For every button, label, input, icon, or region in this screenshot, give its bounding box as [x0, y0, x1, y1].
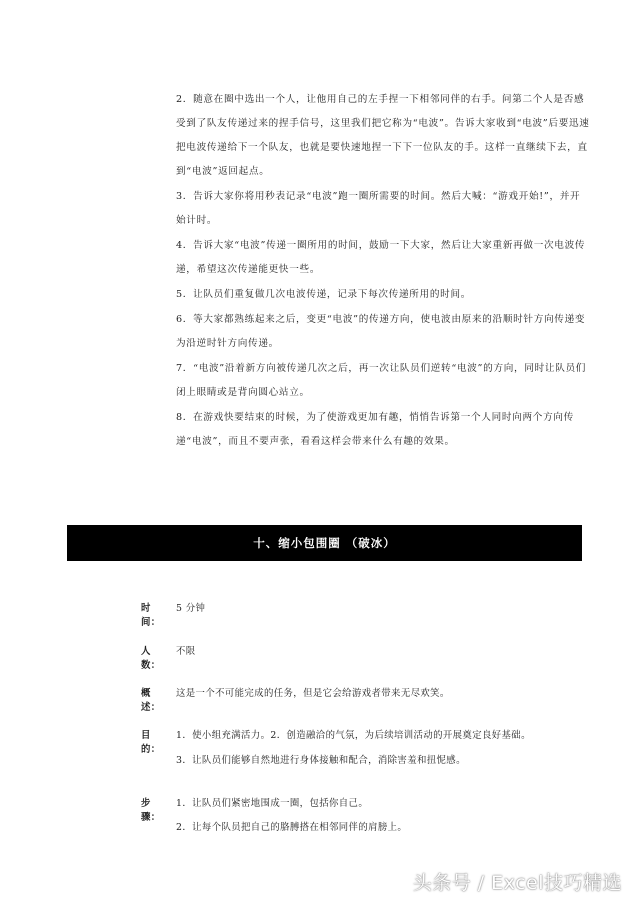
people-value: 不限 [176, 646, 196, 657]
step-7: 7．“电波”沿着新方向被传递几次之后，再一次让队员们逆转“电波”的方向，同时让队员们闭上眼睛或是背向圆心站立。 [176, 363, 587, 398]
overview-value: 这是一个不可能完成的任务，但是它会给游戏者带来无尽欢笑。 [176, 688, 450, 699]
steps-line-2: 2．让每个队员把自己的胳膊搭在相邻同伴的肩膀上。 [176, 822, 408, 833]
section-title: 十、缩小包围圈 （破冰） [253, 536, 396, 550]
goal-label: 目的： [141, 730, 161, 755]
step-3: 3．告诉大家你将用秒表记录“电波”跑一圈所需要的时间。然后大喊：“游戏开始!”，并开始计时。 [176, 191, 581, 226]
step-list [176, 88, 590, 455]
goal-line-1: 1．使小组充满活力。2．创造融洽的气氛，为后续培训活动的开展奠定良好基础。 [176, 730, 531, 741]
time-value: 5 分钟 [176, 603, 206, 614]
section-title-banner [67, 525, 582, 561]
step-8: 8．在游戏快要结束的时候，为了使游戏更加有趣，悄悄告诉第一个人同时向两个方向传递“电波”，而且不要声张，看看这样会带来什么有趣的效果。 [176, 412, 574, 447]
goal-line-2: 3．让队员们能够自然地进行身体接触和配合，消除害羞和扭怩感。 [176, 755, 466, 766]
people-label: 人数： [141, 646, 161, 671]
overview-label: 概述： [141, 688, 161, 713]
step-4: 4．告诉大家“电波”传递一圈所用的时间，鼓励一下大家，然后让大家重新再做一次电波传递，希望这次传递能更快一些。 [176, 240, 586, 275]
step-2: 2．随意在圈中选出一个人，让他用自己的左手捏一下相邻同伴的右手。问第二个人是否感受到了队友传递过来的捏手信号，这里我们把它称为“电波”。告诉大家收到“电波”后要迅速把电波传递给下一个队友，也就是要快速地捏一下下一位队友的手。这样一直继续下去，直到“电波”返回起点。 [176, 94, 590, 177]
step-6: 6．等大家都熟练起来之后，变更“电波”的传递方向，使电波由原来的沿顺时针方向传递变为沿逆时针方向传递。 [176, 314, 586, 349]
watermark: 头条号 / Excel技巧精选 [412, 872, 622, 894]
steps-label: 步骤： [141, 798, 161, 823]
steps-line-1: 1．让队员们紧密地围成一圈，包括你自己。 [176, 798, 369, 809]
time-label: 时间： [141, 603, 161, 628]
step-5: 5．让队员们重复做几次电波传递，记录下每次传递所用的时间。 [176, 289, 472, 300]
